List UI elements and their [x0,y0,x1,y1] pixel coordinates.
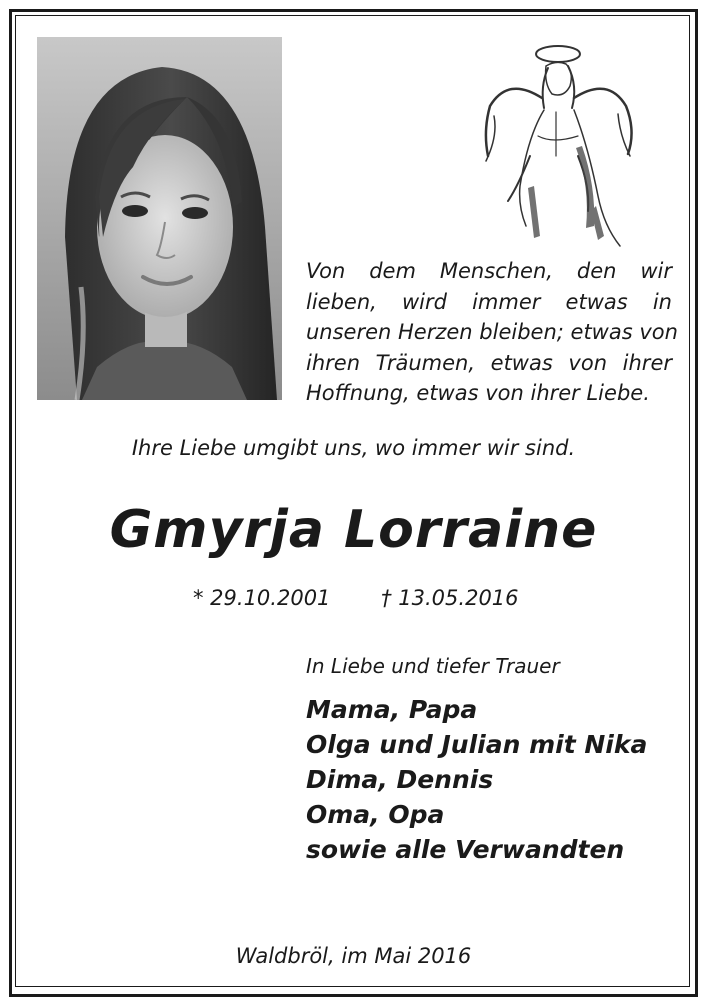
mourner-entry: Dima, Dennis [306,765,494,794]
memorial-quote: Ihre Liebe umgibt uns, wo immer wir sind. [131,436,576,460]
poem-line: Hoffnung, etwas von ihrer Liebe. [306,381,650,405]
mourner-entry: Oma, Opa [306,800,445,829]
angel-drawing [478,36,638,251]
mourner-entry: Mama, Papa [306,695,478,724]
poem-line: lieben, wird immer etwas in [306,289,672,314]
death-date: † 13.05.2016 [381,586,519,610]
portrait-photo [37,37,282,400]
deceased-name: Gmyrja Lorraine [109,500,598,560]
birth-date: * 29.10.2001 [193,586,331,610]
mourner-entry: sowie alle Verwandten [306,835,625,864]
mourner-entry: Olga und Julian mit Nika [306,730,648,759]
poem-line: unseren Herzen bleiben; etwas von [306,320,678,344]
poem-verse [306,256,678,409]
mourners-list [306,692,647,867]
place-and-date: Waldbröl, im Mai 2016 [235,944,472,968]
life-dates [193,586,519,610]
poem-line: Von dem Menschen, den wir [306,259,672,283]
poem-line: ihren Träumen, etwas von ihrer [306,350,672,375]
mourning-intro: In Liebe und tiefer Trauer [306,654,560,678]
